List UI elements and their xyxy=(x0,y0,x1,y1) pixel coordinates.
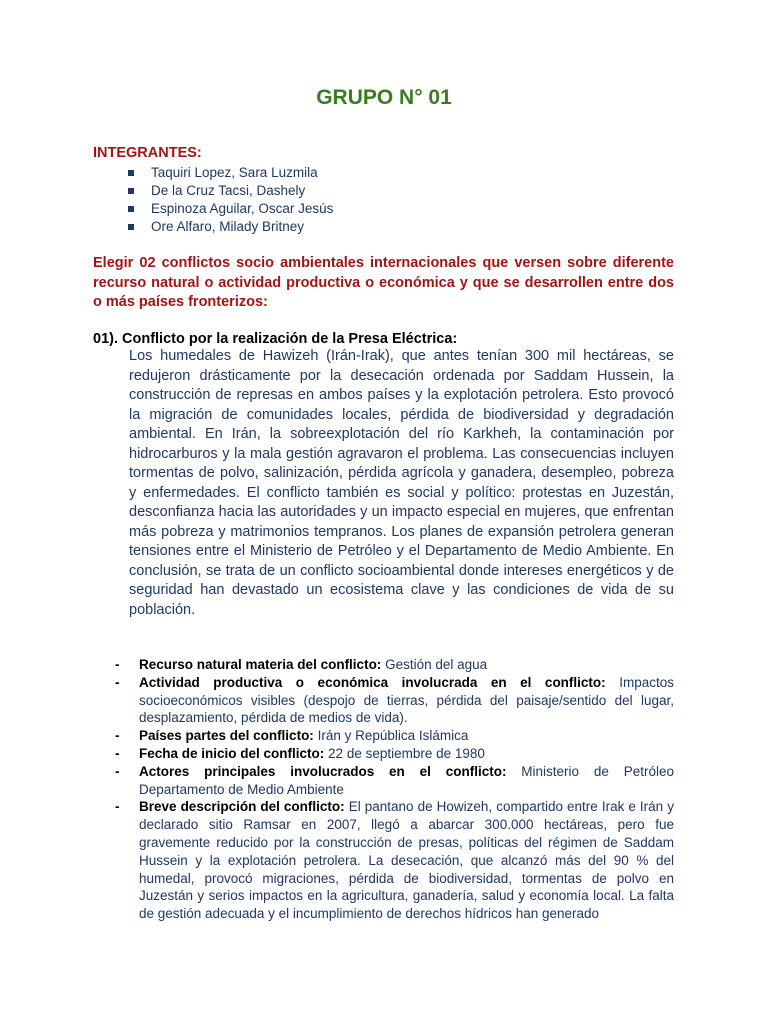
dash-bullet: - xyxy=(115,674,120,690)
detail-value: Impactos socioeconómicos visibles (despojo de tierras, pérdida del paisaje/sentido del lugar, desplazamiento, pérdida de medios de vida). xyxy=(139,674,674,726)
detail-label: Países partes del conflicto: xyxy=(139,728,314,744)
detail-label: Actores principales involucrados en el conflicto: xyxy=(139,763,507,779)
detail-value: El pantano de Howizeh, compartido entre Irak e Irán y declarado sitio Ramsar en 2007, llegó a abarcar 300.000 hectáreas, pero fue gravemente reducido por la construcción de presas, políticas del régimen de Saddam Hussein y la explotación petrolera. La desecación, que alcanzó más del 90 % del humedal, provocó migraciones, pérdida de biodiversidad, tormentas de polvo en Juzestán y serios impactos en la agricultura, ganadería, salud y economía local. La falta de gestión adecuada y el incumplimiento de derechos hídricos han generado xyxy=(139,799,674,922)
section-heading: 01). Conflicto por la realización de la Presa Eléctrica: xyxy=(93,331,458,347)
dash-bullet: - xyxy=(115,657,120,672)
dash-bullet: - xyxy=(115,745,120,761)
detail-item-countries xyxy=(93,727,674,745)
detail-item-actors xyxy=(93,763,674,799)
member-name: Espinoza Aguilar, Oscar Jesús xyxy=(151,201,334,216)
detail-item-activity xyxy=(93,674,674,727)
member-name: Taquiri Lopez, Sara Luzmila xyxy=(151,165,318,180)
detail-label: Actividad productiva o económica involucrada en el conflicto: xyxy=(139,674,606,690)
dash-bullet: - xyxy=(115,763,120,779)
members-list xyxy=(126,164,333,236)
square-bullet-icon xyxy=(128,206,134,212)
square-bullet-icon xyxy=(128,224,134,230)
conflict-details-list xyxy=(93,656,674,923)
member-name: De la Cruz Tacsi, Dashely xyxy=(151,183,306,198)
list-item xyxy=(126,164,333,182)
square-bullet-icon xyxy=(128,170,134,176)
page-title: GRUPO N° 01 xyxy=(316,86,452,109)
detail-item-resource xyxy=(93,656,674,674)
member-name: Ore Alfaro, Milady Britney xyxy=(151,219,305,234)
dash-bullet: - xyxy=(115,799,120,815)
list-item xyxy=(126,200,333,218)
detail-label: Recurso natural materia del conflicto: xyxy=(139,657,382,672)
list-item xyxy=(126,218,333,236)
task-statement: Elegir 02 conflictos socio ambientales internacionales que versen sobre diferente recurso natural o actividad productiva o económica y que se desarrollen entre dos o más países fronterizos: xyxy=(93,255,674,310)
list-item xyxy=(126,182,333,200)
square-bullet-icon xyxy=(128,188,134,194)
detail-value: Gestión del agua xyxy=(385,657,488,672)
detail-value: 22 de septiembre de 1980 xyxy=(328,745,485,761)
detail-label: Breve descripción del conflicto: xyxy=(139,799,345,815)
detail-value: Ministerio de Petróleo Departamento de Medio Ambiente xyxy=(139,763,674,797)
detail-label: Fecha de inicio del conflicto: xyxy=(139,745,325,761)
dash-bullet: - xyxy=(115,728,120,744)
detail-item-start-date xyxy=(93,745,674,763)
detail-item-description xyxy=(93,798,674,923)
integrantes-heading: INTEGRANTES: xyxy=(93,145,202,161)
detail-value: Irán y República Islámica xyxy=(317,728,469,744)
section-body: Los humedales de Hawizeh (Irán-Irak), que antes tenían 300 mil hectáreas, se redujeron drásticamente por la desecación ordenada por Saddam Hussein, la construcción de represas en ambos países y la explotación petrolera. Esto provocó la migración de comunidades locales, pérdida de biodiversidad y degradación ambiental. En Irán, la sobreexplotación del río Karkheh, la contaminación por hidrocarburos y la mala gestión agravaron el problema. Las consecuencias incluyen tormentas de polvo, salinización, pérdida agrícola y ganadera, desempleo, pobreza y enfermedades. El conflicto también es social y político: protestas en Juzestán, desconfianza hacia las autoridades y un impacto especial en mujeres, que enfrentan más pobreza y matrimonios tempranos. Los planes de expansión petrolera generan tensiones entre el Ministerio de Petróleo y el Departamento de Medio Ambiente. En conclusión, se trata de un conflicto socioambiental donde intereses energéticos y de seguridad han devastado un ecosistema clave y las condiciones de vida de su población. xyxy=(129,348,674,618)
